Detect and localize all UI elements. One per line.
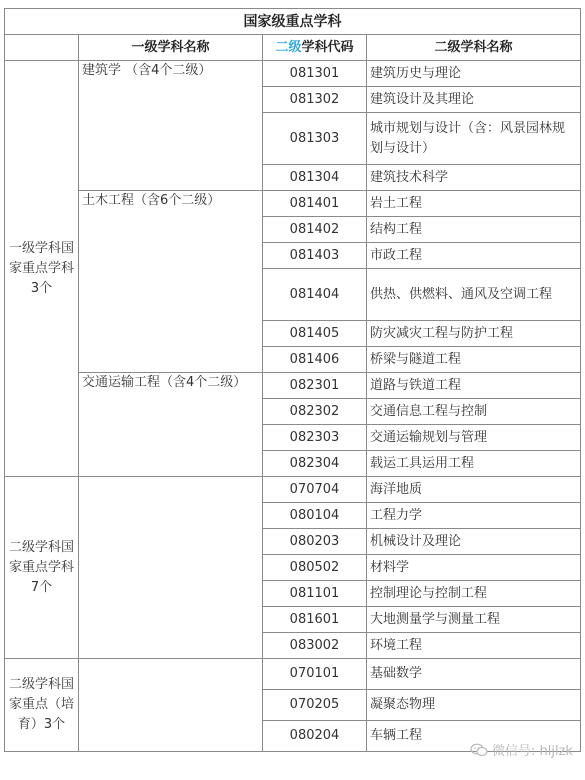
first-level-discipline-cell [79,659,263,752]
discipline-code-cell: 070101 [263,659,367,690]
discipline-code-cell: 081301 [263,61,367,87]
discipline-code-cell: 081304 [263,165,367,191]
wechat-icon [470,743,488,757]
table-row [5,659,581,690]
second-level-name-cell: 道路与铁道工程 [367,373,581,399]
table-row [5,477,581,503]
first-level-discipline-cell [79,477,263,659]
discipline-code-cell: 070205 [263,690,367,721]
second-level-name-cell: 海洋地质 [367,477,581,503]
discipline-code-cell: 081405 [263,321,367,347]
second-level-name-cell: 供热、供燃料、通风及空调工程 [367,269,581,321]
first-level-discipline-cell: 建筑学 （含4个二级） [79,61,263,191]
category-cell: 一级学科国家重点学科3个 [5,61,79,477]
discipline-code-cell: 081302 [263,87,367,113]
category-cell: 二级学科国家重点学科7个 [5,477,79,659]
discipline-code-cell: 070704 [263,477,367,503]
discipline-code-cell: 083002 [263,633,367,659]
header-code-highlight: 二级 [275,39,302,55]
discipline-table [4,8,581,752]
header-first-level-name: 一级学科名称 [79,35,263,61]
second-level-name-cell: 车辆工程 [367,721,581,752]
table-row [5,373,581,399]
second-level-name-cell: 岩土工程 [367,191,581,217]
discipline-code-cell: 081402 [263,217,367,243]
discipline-code-cell: 082304 [263,451,367,477]
second-level-name-cell: 工程力学 [367,503,581,529]
discipline-code-cell: 081406 [263,347,367,373]
discipline-code-cell: 082302 [263,399,367,425]
second-level-name-cell: 桥梁与隧道工程 [367,347,581,373]
second-level-name-cell: 建筑技术科学 [367,165,581,191]
first-level-discipline-cell: 交通运输工程（含4个二级） [79,373,263,477]
second-level-name-cell: 城市规划与设计（含：风景园林规划与设计） [367,113,581,165]
second-level-name-cell: 市政工程 [367,243,581,269]
second-level-name-cell: 载运工具运用工程 [367,451,581,477]
second-level-name-cell: 大地测量学与测量工程 [367,607,581,633]
second-level-name-cell: 结构工程 [367,217,581,243]
header-second-level-name: 二级学科名称 [367,35,581,61]
second-level-name-cell: 控制理论与控制工程 [367,581,581,607]
discipline-code-cell: 082301 [263,373,367,399]
first-level-discipline-cell: 土木工程（含6个二级） [79,191,263,373]
discipline-code-cell: 081403 [263,243,367,269]
table-row [5,61,581,87]
second-level-name-cell: 机械设计及理论 [367,529,581,555]
discipline-code-cell: 080502 [263,555,367,581]
second-level-name-cell: 交通运输规划与管理 [367,425,581,451]
second-level-name-cell: 基础数学 [367,659,581,690]
second-level-name-cell: 凝聚态物理 [367,690,581,721]
second-level-name-cell: 建筑历史与理论 [367,61,581,87]
table-row [5,191,581,217]
watermark-text: 微信号: hljlzk [492,744,573,759]
header-code [263,35,367,61]
discipline-code-cell: 081401 [263,191,367,217]
header-category [5,35,79,61]
discipline-code-cell: 081404 [263,269,367,321]
discipline-code-cell: 082303 [263,425,367,451]
second-level-name-cell: 交通信息工程与控制 [367,399,581,425]
second-level-name-cell: 建筑设计及其理论 [367,87,581,113]
header-code-rest: 学科代码 [301,39,354,55]
second-level-name-cell: 材料学 [367,555,581,581]
discipline-code-cell: 081303 [263,113,367,165]
second-level-name-cell: 环境工程 [367,633,581,659]
discipline-code-cell: 080104 [263,503,367,529]
second-level-name-cell: 防灾减灾工程与防护工程 [367,321,581,347]
category-cell: 二级学科国家重点（培育）3个 [5,659,79,752]
watermark [470,740,573,759]
discipline-code-cell: 081101 [263,581,367,607]
discipline-code-cell: 080203 [263,529,367,555]
table-title: 国家级重点学科 [5,9,581,35]
discipline-code-cell: 080204 [263,721,367,752]
discipline-code-cell: 081601 [263,607,367,633]
